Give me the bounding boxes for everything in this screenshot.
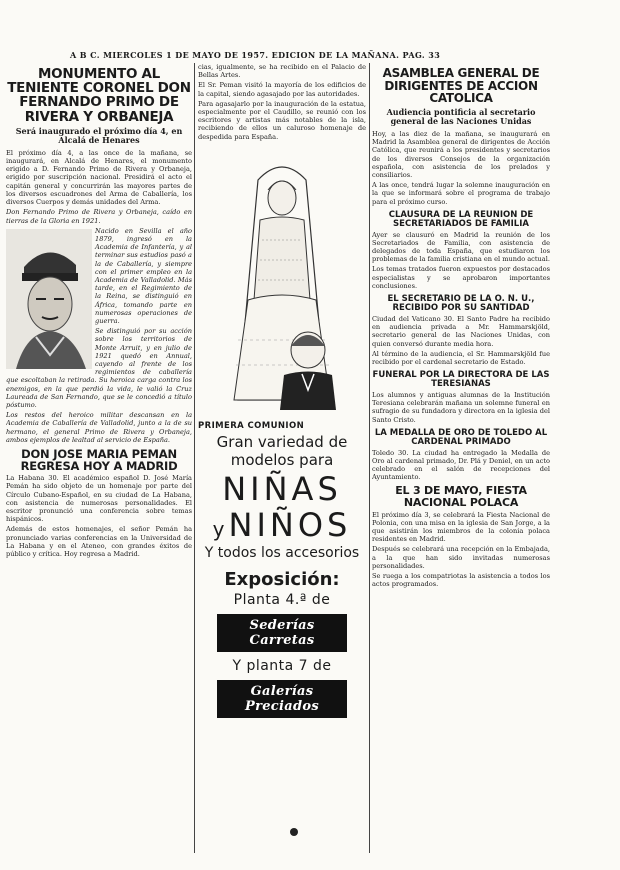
column-rule	[369, 63, 370, 853]
headline-polonia: EL 3 DE MAYO, FIESTA NACIONAL POLACA	[395, 484, 527, 509]
article-paragraph: Después se celebrará una recepción en la Embajada, a la que han sido invitadas numerosas personalidades.	[372, 545, 550, 570]
page-ornament	[290, 828, 298, 836]
article-paragraph: El próximo día 4, a las once de la mañana, se inaugurará, en Alcalá de Henares, el monumento erigido a D. Fernando Primo de Rivera y Orbaneja, erigido por suscripción nacional. Presidirá el acto el capitán general y concurrirán las mayores partes de los diversos escuadrones del Arma de Caballería, los diversos Cuerpos y demás unidades del Arma.	[6, 148, 192, 207]
portrait-illustration	[6, 229, 92, 369]
article-paragraph: Se ruega a los compatriotas la asistencia a todos los actos programados.	[372, 571, 550, 589]
article-paragraph: Para agasajarlo por la inauguración de la estatua, especialmente por el Caudillo, se reunió con los escritores y artistas más notables de la isla, recibiendo de ellos un caluroso homenaje de despedida para España.	[198, 99, 366, 141]
article-paragraph: Al término de la audiencia, el Sr. Hammarskjöld fue recibido por el cardenal secretario de Estado.	[372, 349, 550, 366]
ad-y: y	[212, 517, 229, 541]
column-rule	[194, 63, 195, 853]
article-paragraph: Los restos del heroico militar descansan en la Academia de Caballería de Valladolid, junto a la de su hermano, el general Primo de Rivera y Orbaneja, ambos ejemplos de lealtad al servicio de España.	[6, 411, 192, 444]
article-paragraph: A las once, tendrá lugar la solemne inauguración en la que se informará sobre el programa de trabajo para el próximo curso.	[372, 181, 550, 206]
subhead-asamblea: Audiencia pontificia al secretario general de las Naciones Unidas	[386, 106, 536, 127]
article-paragraph: Nacido en Sevilla el año 1879, ingresó en la Academia de Infantería, y al terminar sus estudios pasó a la de Caballería, y siempre con el primer empleo en la Academia de Valladolid. Más tarde, en el Regimiento de la Reina, se distinguió en África, tomando parte en numerosas operaciones de guerra.	[95, 226, 192, 325]
article-paragraph: Los alumnos y antiguas alumnas de la Institución Teresiana celebrarán mañana un solemne funeral en sufragio de su fundadora y directora en la iglesia del Santo Cristo.	[372, 390, 550, 424]
ad-line: Gran variedad de	[216, 433, 348, 451]
article-paragraph: El próximo día 3, se celebrará la Fiesta Nacional de Polonia, con una misa en la iglesia de San Jorge, a la que asistirán los miembros de la colonia polaca residentes en Madrid.	[372, 510, 550, 544]
article-paragraph: Los temas tratados fueron expuestos por destacados especialistas y se aprobaron importantes conclusiones.	[372, 265, 550, 290]
ad-planta-4: Planta 4.ª de	[233, 592, 331, 608]
subhead-monumento: Será inaugurado el próximo día 4, en Alcalá de Henares	[15, 125, 183, 146]
article-paragraph: Toledo 30. La ciudad ha entregado la Medalla de Oro al cardenal primado, Dr. Plá y Deniel, en un acto celebrado en el salón de recepciones del Ayuntamiento.	[372, 448, 550, 482]
headline-monumento: MONUMENTO AL TENIENTE CORONEL DON FERNANDO PRIMO DE RIVERA Y ORBANEJA	[7, 66, 191, 125]
sederias-carretas-logo: Sederías Carretas	[217, 614, 347, 652]
galerias-preciados-logo: Galerías Preciados	[217, 680, 347, 718]
headline-medalla: LA MEDALLA DE ORO DE TOLEDO AL CARDENAL PRIMADO	[374, 427, 548, 447]
ad-ninos-row	[198, 506, 366, 544]
column-left	[6, 63, 192, 853]
headline-peman: DON JOSE MARIA PEMAN REGRESA HOY A MADRID	[20, 446, 178, 474]
ad-ninas: NIÑAS	[222, 470, 342, 508]
ad-caption: PRIMERA COMUNION	[198, 421, 305, 431]
headline-asamblea: ASAMBLEA GENERAL DE DIRIGENTES DE ACCION CATOLICA	[382, 66, 540, 106]
headline-clausura: CLAUSURA DE LA REUNION DE SECRETARIADOS DE FAMILIA	[388, 209, 534, 229]
article-paragraph: Además de estos homenajes, el señor Pemán ha pronunciado varias conferencias en la Universidad de La Habana y en el Ateneo, con grandes éxitos de público y crítica. Hoy regresa a Madrid.	[6, 525, 192, 558]
article-paragraph: Ciudad del Vaticano 30. El Santo Padre ha recibido en audiencia privada a Mr. Hammarskjöld, secretario general de las Naciones Unidas, con quien conversó durante media hora.	[372, 314, 550, 348]
article-paragraph: Se distinguió por su acción sobre los territorios de Monte Arruit, y en julio de 1921 quedó en Annual, cayendo al frente de los regimientos de caballería que escoltaban la retirada. Su heroica carga contra los enemigos, en la que perdió la vida, le valió la Cruz Laureada de San Fernando, que se le concedió a título póstumo.	[6, 327, 192, 409]
article-paragraph: El Sr. Peman visitó la mayoría de los edificios de la capital, siendo agasajado por las autoridades.	[198, 81, 366, 98]
ad-planta-7: Y planta 7 de	[232, 658, 332, 674]
article-paragraph: Ayer se clausuró en Madrid la reunión de los Secretariados de Familia, con asistencia de delegados de toda España, que estudiaron los problemas de la familia cristiana en el mundo actual.	[372, 230, 550, 264]
ad-ninos: NIÑOS	[228, 506, 352, 544]
photo-caption: Don Fernando Primo de Rivera y Orbaneja, caído en tierras de la Gloria en 1921.	[6, 208, 192, 225]
column-middle-top	[198, 63, 366, 153]
headline-onu: EL SECRETARIO DE LA O. N. U., RECIBIDO POR SU SANTIDAD	[387, 294, 535, 313]
article-paragraph: Hoy, a las diez de la mañana, se inaugurará en Madrid la Asamblea general de dirigentes de Acción Católica, que reunirá a los presidentes y secretarios de los diversos Consejos de la organización española, con asistencia de los prelados y consiliarios.	[372, 129, 550, 179]
communion-children-illustration	[198, 150, 366, 415]
ad-line: modelos para	[230, 451, 334, 469]
column-right	[372, 63, 550, 853]
ad-exposicion: Exposición:	[224, 569, 340, 590]
first-communion-ad	[198, 150, 366, 714]
headline-funeral: FUNERAL POR LA DIRECTORA DE LAS TERESIANAS	[372, 370, 550, 390]
article-paragraph: cias, igualmente, se ha recibido en el Palacio de Bellas Artes.	[198, 63, 366, 80]
ad-accessories: Y todos los accesorios	[204, 545, 360, 561]
page-header: A B C. MIERCOLES 1 DE MAYO DE 1957. EDICION DE LA MAÑANA. PAG. 33	[70, 50, 441, 60]
article-paragraph: La Habana 30. El académico español D. José María Pemán ha sido objeto de un homenaje por parte del Círculo Cubano-Español, en su ciudad de La Habana, con asistencia de numerosas personalidades. El escritor pronunció una conferencia sobre temas hispánicos.	[6, 474, 192, 524]
